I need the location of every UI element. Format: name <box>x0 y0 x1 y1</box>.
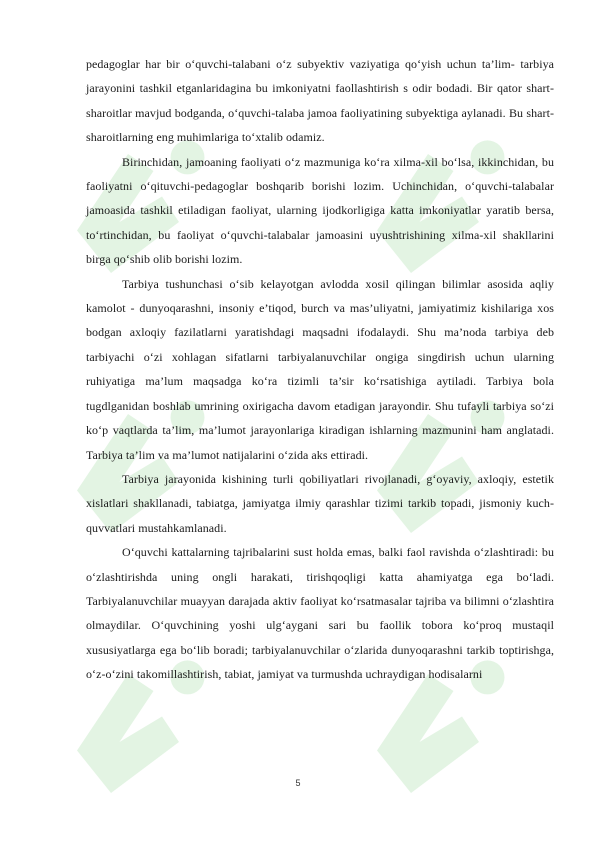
paragraph: O‘quvchi kattalarning tajribalarini sust holda emas, balki faol ravishda o‘zlashtiradi: bu o‘zlashtirishda uning ongli harakati, tirishqoqligi katta ahamiyatga ega bo‘ladi. Tarbiyalanuvchilar muayyan darajada aktiv faoliyat ko‘rsatmasalar tajriba va bilimni o‘zlashtira olmaydilar. O‘quvchining yoshi ulg‘aygani sari bu faollik tobora ko‘proq mustaqil xususiyatlarga ega bo‘lib boradi; tarbiyalanuvchilar o‘zlarida dunyoqarashni tarkib toptirishga, o‘z-o‘zini takomillashtirish, tabiat, jamiyat va turmushda uchraydigan hodisalarni <box>86 545 554 682</box>
paragraph: Tarbiya tushunchasi o‘sib kelayotgan avlodda xosil qilingan bilimlar asosida aqliy kamolot - dunyoqarashni, insoniy e’tiqod, burch va mas’uliyatni, jamiyatimiz kishilariga xos bodgan axloqiy fazilatlarni yaratishdagi maqsadni ifodalaydi. Shu ma’noda tarbiya deb tarbiyachi o‘zi xohlagan sifatlarni tarbiyalanuvchilar ongiga singdirish uchun ularning ruhiyatiga ma’lum maqsadga ko‘ra tizimli ta’sir ko‘rsatishiga aytiladi. Tarbiya bola tugdlganidan boshlab umrining oxirigacha davom etadigan jarayondir. Shu tufayli tarbiya so‘zi ko‘p vaqtlarda ta’lim, ma’lumot jarayonlariga kiradigan ishlarning mazmunini ham anglatadi. Tarbiya ta’lim va ma’lumot natijalarini o‘zida aks ettiradi. <box>86 276 554 462</box>
paragraph: Birinchidan, jamoaning faoliyati o‘z mazmuniga ko‘ra xilma-xil bo‘lsa, ikkinchidan, bu faoliyatni o‘qituvchi-pedagoglar boshqarib borishi lozim. Uchinchidan, o‘quvchi-talabalar jamoasida tashkil etiladigan faoliyat, ularning ijodkorligiga katta imkoniyatlar yaratib bersa, to‘rtinchidan, bu faoliyat o‘quvchi-talabalar jamoasini uyushtrishining xilma-xil shakllarini birga qo‘shib olib borishi lozim. <box>86 154 554 267</box>
page-number: 5 <box>295 778 301 788</box>
body-text <box>86 52 554 687</box>
paragraph: pedagoglar har bir o‘quvchi-talabani o‘z subyektiv vaziyatiga qo‘yish uchun ta’lim- tarbiya jarayonini tashkil etganlaridagina bu imkoniyatni faollashtirish s odir bodadi. Bir qator shart-sharoitlar mavjud bodganda, o‘quvchi-talaba jamoa faoliyatining subyektiga aylanadi. Bu shart-sharoitlarning eng muhimlariga to‘xtalib odamiz. <box>86 57 554 145</box>
paragraph: Tarbiya jarayonida kishining turli qobiliyatlari rivojlanadi, g‘oyaviy, axloqiy, estetik xislatlari shakllanadi, tabiatga, jamiyatga ilmiy qarashlar tizimi tarkib topadi, jismoniy kuch-quvvatlari mustahkamlanadi. <box>86 471 554 535</box>
